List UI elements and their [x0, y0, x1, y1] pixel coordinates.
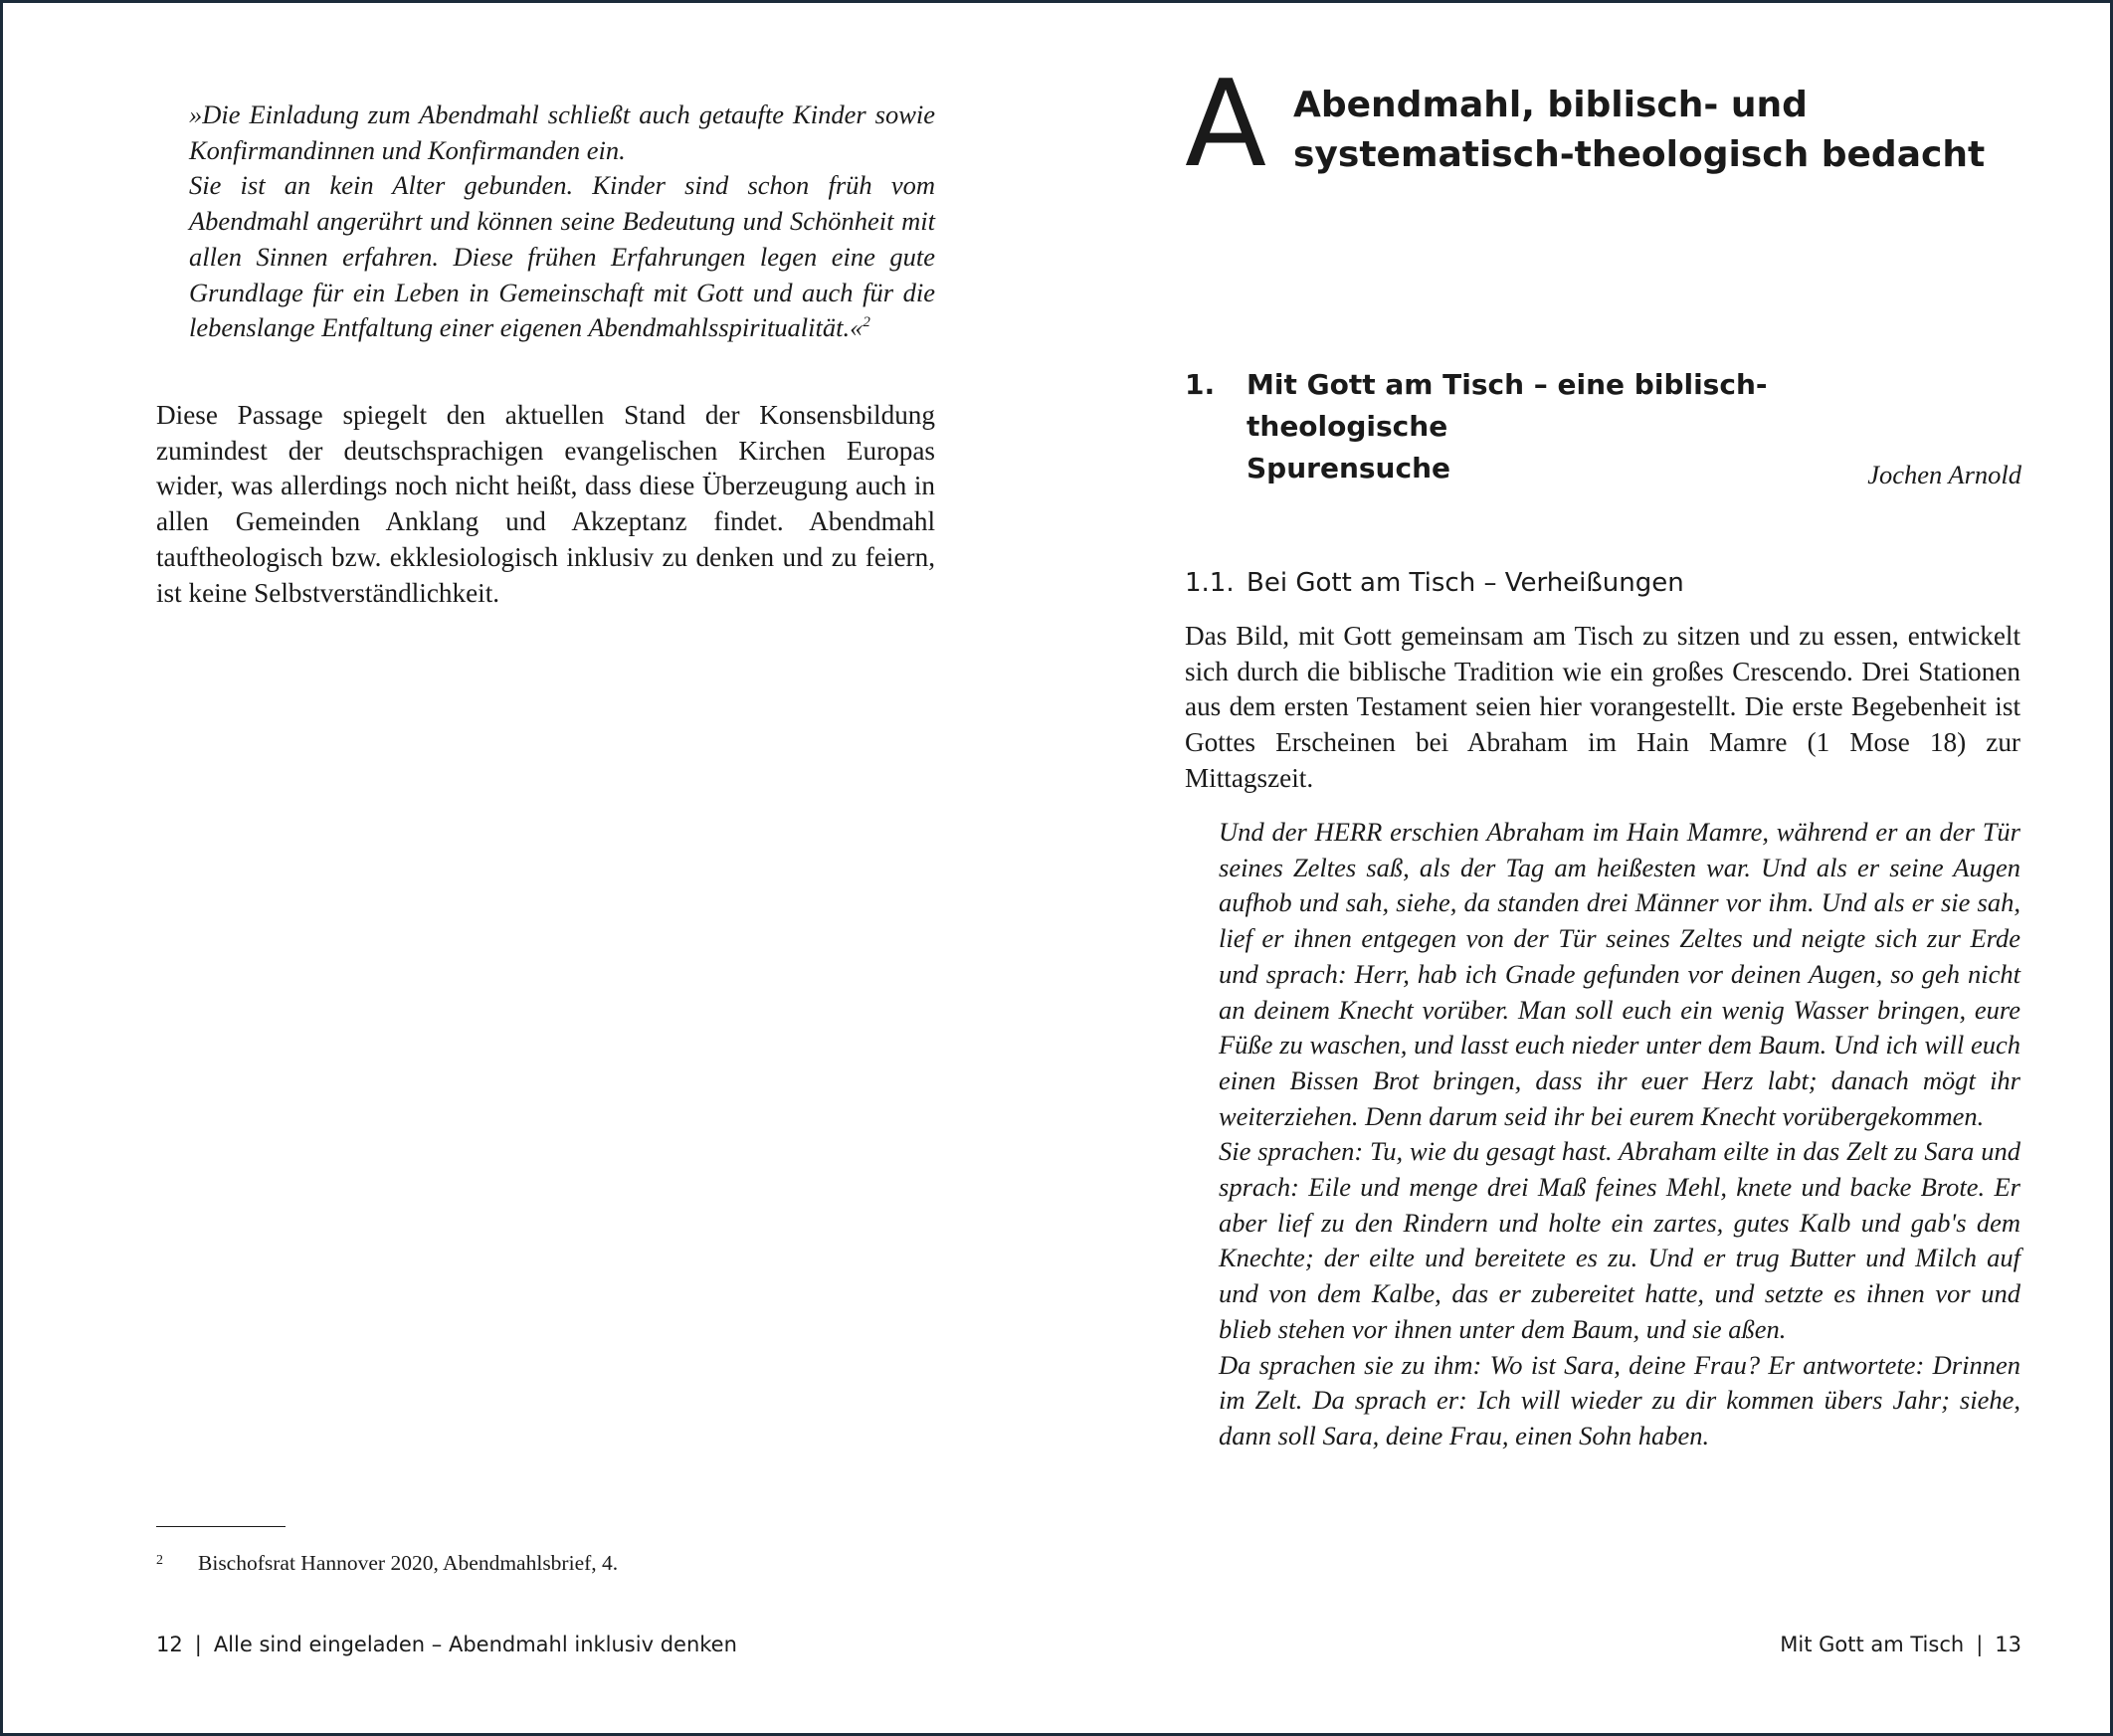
page-number: 12 [156, 1633, 183, 1656]
section-title-line: Mit Gott am Tisch – eine biblisch-theologische [1247, 368, 1768, 443]
left-page [3, 3, 1056, 1733]
book-spread [3, 3, 2110, 1733]
author-name: Jochen Arnold [1867, 460, 2021, 489]
subsection-title: Bei Gott am Tisch – Verheißungen [1247, 568, 1684, 598]
quote-paragraph: Sie sprachen: Tu, wie du gesagt hast. Abraham eilte in das Zelt zu Sara und sprach: Eile und menge drei Maß feines Mehl, knete und backe Brote. Er aber lief zu den Rindern und holte ein zartes, gutes Kalb und gab's dem Knechte; der eilte und bereitete es zu. Und er trug Butter und Milch auf und von dem Kalbe, das er zubereitet hatte, und setzte es ihnen vor und blieb stehen vor ihnen unter dem Baum, und sie aßen. [1219, 1136, 2020, 1344]
bible-quote [1219, 815, 2020, 1454]
body-paragraph: Diese Passage spiegelt den aktuellen Stand der Konsensbildung zumindest der deutschsprachigen evangelischen Kirchen Europas wider, was allerdings noch nicht heißt, dass diese Überzeugung auch in allen Gemeinden Anklang und Akzeptanz findet. Abendmahl tauftheologisch bzw. ekklesiologisch inklusiv zu denken und zu feiern, ist keine Selbstverständlichkeit. [156, 400, 935, 608]
page-footer [1780, 1631, 2021, 1658]
subsection-number: 1.1. [1185, 568, 1235, 598]
footnote-number: 2 [156, 1553, 163, 1568]
running-title: Alle sind eingeladen – Abendmahl inklusiv denken [213, 1633, 737, 1656]
block-quote [189, 97, 935, 346]
running-title: Mit Gott am Tisch [1780, 1633, 1965, 1656]
footnote-divider [156, 1526, 286, 1527]
footnote-reference: 2 [863, 314, 870, 331]
right-page [1056, 3, 2110, 1733]
quote-paragraph: Da sprachen sie zu ihm: Wo ist Sara, deine Frau? Er antwortete: Drinnen im Zelt. Da sprach er: Ich will wieder zu dir kommen übers Jahr; siehe, dann soll Sara, deine Frau, einen Sohn haben. [1219, 1349, 2020, 1450]
section-title [1247, 364, 1943, 489]
quote-line: »Die Einladung zum Abendmahl schließt auch getaufte Kinder sowie Konfirmandinnen und Konfirmanden ein. [189, 99, 935, 165]
quote-paragraph [189, 168, 935, 346]
footnote-text: Bischofsrat Hannover 2020, Abendmahlsbrief, 4. [198, 1551, 619, 1575]
page-number: 13 [1995, 1633, 2021, 1656]
page-footer [156, 1631, 737, 1658]
quote-text: Sie ist an kein Alter gebunden. Kinder sind schon früh vom Abendmahl angerührt und können seine Bedeutung und Schönheit mit allen Sinnen erfahren. Diese frühen Erfahrungen legen eine gute Grundlage für ein Leben in Gemeinschaft mit Gott und auch für die lebenslange Entfaltung einer eigenen Abendmahlsspiritualität.« [189, 170, 935, 343]
quote-paragraph: Und der HERR erschien Abraham im Hain Mamre, während er an der Tür seines Zeltes saß, als der Tag am heißesten war. Und als er seine Augen aufhob und sah, siehe, da standen drei Männer vor ihm. Und als er sie sah, lief er ihnen entgegen von der Tür seines Zeltes und neigte sich zur Erde und sprach: Herr, hab ich Gnade gefunden vor deinen Augen, so geh nicht an deinem Knecht vorüber. Man soll euch ein wenig Wasser bringen, eure Füße zu waschen, und lasst euch nieder unter dem Baum. Und ich will euch einen Bissen Brot bringen, dass ihr euer Herz labt; danach mögt ihr weiterziehen. Denn darum seid ihr bei eurem Knecht vorübergekommen. [1219, 817, 2020, 1131]
section-number: 1. [1185, 368, 1216, 401]
chapter-title-line: systematisch-theologisch bedacht [1293, 134, 1986, 175]
chapter-title [1293, 81, 2049, 180]
footnote [156, 1547, 952, 1577]
footer-separator: | [194, 1633, 202, 1656]
footer-separator: | [1976, 1633, 1984, 1656]
chapter-title-line: Abendmahl, biblisch- und [1293, 85, 1808, 125]
body-paragraph: Das Bild, mit Gott gemeinsam am Tisch zu sitzen und zu essen, entwickelt sich durch die biblische Tradition wie ein großes Crescendo. Drei Stationen aus dem ersten Testament seien hier vorangestellt. Die erste Begebenheit ist Gottes Erscheinen bei Abraham im Hain Mamre (1 Mose 18) zur Mittagszeit. [1185, 621, 2020, 793]
chapter-letter: A [1185, 56, 1267, 194]
section-title-line: Spurensuche [1247, 452, 1450, 484]
